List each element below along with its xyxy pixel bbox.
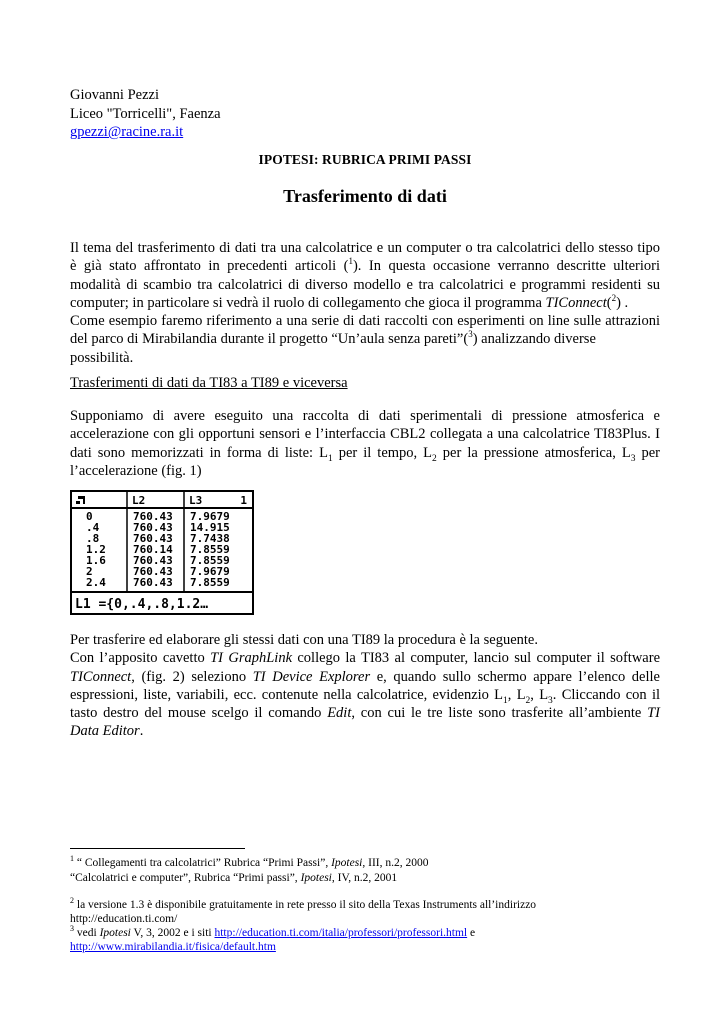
l1-cell: 1.6 [86, 554, 106, 567]
author-block [70, 86, 221, 142]
text-line: modalità di scambio tra calcolatrici di diverso modello e tra calcolatrici e programmi residenti su [70, 276, 660, 293]
mirabilandia-link[interactable]: http://www.mirabilandia.it/fisica/default.htm [70, 941, 276, 953]
text-line: Supponiamo di avere eseguito una raccolta di dati sperimentali di pressione atmosferica e [70, 408, 660, 424]
l3-cell: 7.7438 [190, 532, 230, 545]
calculator-screen-figure [70, 490, 254, 615]
footnote-ref[interactable]: 1 [348, 256, 353, 267]
footnote-2-url: http://education.ti.com/ [70, 913, 178, 925]
author-name: Giovanni Pezzi [70, 87, 159, 103]
footnote-separator [70, 848, 245, 849]
l2-cell: 760.43 [133, 510, 173, 523]
footnote-3-continued [70, 940, 276, 954]
footnote-2: $^2$ la versione 1.3 è disponibile gratuitamente in rete presso il sito della Texas Instruments all’indirizzo [70, 896, 537, 911]
l2-cell: 760.43 [133, 554, 173, 567]
author-school: Liceo "Torricelli", Faenza [70, 105, 221, 122]
l1-cell: 0 [86, 510, 93, 523]
text-line: TIConnect, (fig. 2) seleziono TI Device Explorer e, quando sullo schermo appare l’elenco delle [70, 668, 660, 685]
footnote-1-continued: “Calcolatrici e computer”, Rubrica “Primi passi”, Ipotesi, IV, n.2, 2001 [70, 872, 398, 884]
status-line: L1 ={0,.4,.8,1.2… [75, 597, 209, 612]
section-heading: Trasferimenti di dati da TI83 a TI89 e viceversa [70, 375, 348, 391]
text-line: dati sono memorizzati in forma di liste: $L_1$ per il tempo, $L_2$ per la pressione atmosferica, $L_3$ per [70, 444, 661, 464]
l2-cell: 760.43 [133, 532, 173, 545]
text-line: accelerazione con gli opportuni sensori e l’interfaccia CBL2 collegata a una calcolatrice TI83Plus. I [70, 426, 660, 443]
text-line: è già stato affrontato in precedenti articoli ($^1$). In questa occasione verranno descritte ulteriori [70, 256, 661, 275]
text-line: l’accelerazione (fig. 1) [70, 462, 202, 479]
l3-cell: 7.9679 [190, 565, 230, 578]
l1-cell: .4 [86, 521, 100, 534]
l1-cell: 1.2 [86, 543, 106, 556]
footnote-ref[interactable]: 3 [468, 329, 473, 340]
text-line: Il tema del trasferimento di dati tra una calcolatrice e un computer o tra calcolatrici dello stesso tipo [70, 240, 660, 256]
l1-cell: .8 [86, 532, 100, 545]
procedure-paragraph [70, 631, 660, 741]
l3-cell: 14.915 [190, 521, 230, 534]
intro-paragraph [70, 239, 660, 367]
l3-cell: 7.8559 [190, 554, 230, 567]
text-line: tasto destro del mouse scelgo il comando Edit, con cui le tre liste sono trasferite all’ambiente TI [70, 705, 660, 722]
column-header-l2: L2 [132, 494, 146, 507]
footnote-1: $^1$ “ Collegamenti tra calcolatrici” Rubrica “Primi Passi”, Ipotesi, III, n.2, 2000 [70, 854, 429, 869]
column-index: 1 [240, 494, 247, 507]
text-line: possibilità. [70, 349, 134, 366]
l2-cell: 760.43 [133, 576, 173, 589]
l1-cell: 2.4 [86, 576, 106, 589]
author-email-link[interactable]: gpezzi@racine.ra.it [70, 124, 184, 140]
l2-cell: 760.43 [133, 521, 173, 534]
footnote-ref[interactable]: 2 [611, 293, 617, 304]
l3-cell: 7.8559 [190, 576, 230, 589]
education-ti-link[interactable]: http://education.ti.com/italia/professori/professori.html [214, 927, 468, 939]
article-title: Trasferimento di dati [283, 186, 447, 206]
footnote-3: $^3$ vedi Ipotesi V, 3, 2002 e i siti http://education.ti.com/italia/professori/professori.html e [70, 924, 476, 939]
text-line: espressioni, liste, variabili, ecc. contenute nella calcolatrice, evidenzio $L_1$, $L_2$, $L_3$. Cliccando con il [70, 686, 660, 706]
l1-cell: 2 [86, 565, 93, 578]
calculator-list-table [72, 492, 252, 613]
journal-heading: IPOTESI: RUBRICA PRIMI PASSI [258, 152, 472, 167]
text-line: Data Editor. [70, 723, 144, 740]
text-line: del parco di Mirabilandia durante il progetto “Un’aula senza pareti”($^3$) analizzando diverse [70, 329, 596, 348]
l2-cell: 760.14 [133, 543, 173, 556]
l3-cell: 7.9679 [190, 510, 230, 523]
l3-cell: 7.8559 [190, 543, 230, 556]
l2-cell: 760.43 [133, 565, 173, 578]
text-line: Con l’apposito cavetto TI GraphLink collego la TI83 al computer, lancio sul computer il software [70, 650, 661, 667]
column-header-l3: L3 [189, 494, 203, 507]
text-line: Per trasferire ed elaborare gli stessi dati con una TI89 la procedura è la seguente. [70, 632, 538, 648]
text-line: computer; in particolare si vedrà il ruolo di collegamento che gioca il programma TIConnect($^2$) . [70, 293, 629, 311]
data-paragraph [70, 407, 660, 480]
text-line: Come esempio faremo riferimento a una serie di dati raccolti con esperimenti on line sulle attrazioni [70, 313, 660, 330]
